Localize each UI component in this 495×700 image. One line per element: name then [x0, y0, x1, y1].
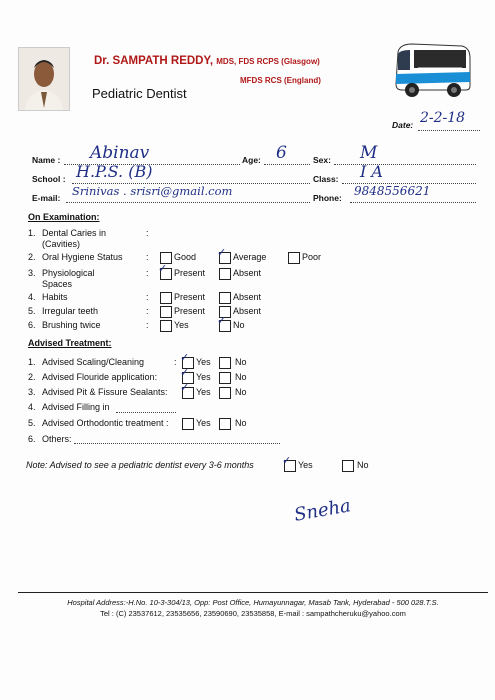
- exam-item-1: [28, 228, 149, 249]
- treatment-item-1: [28, 357, 177, 367]
- no-option-label: No: [235, 387, 247, 397]
- date-line: [418, 130, 480, 131]
- exam-item-label: Physiological: [42, 268, 95, 278]
- treatment-item-number: 2.: [28, 372, 36, 382]
- age-value: 6: [276, 143, 287, 163]
- age-label: Age:: [242, 155, 261, 165]
- hospital-contact: Tel : (C) 23537612, 23535656, 23590690, 23535858, E-mail : sampathcheruku@yahoo.com: [100, 609, 406, 618]
- treatment-item-6: [28, 434, 72, 444]
- school-label: School :: [32, 174, 66, 184]
- bus-logo-icon: [392, 40, 474, 102]
- present-option-label: Present: [174, 292, 206, 302]
- specialty-title: Pediatric Dentist: [92, 86, 187, 101]
- sex-value: M: [360, 143, 378, 163]
- exam-item-6: [28, 320, 149, 330]
- yes-option-label: Yes: [174, 320, 189, 330]
- name-value: Abinav: [90, 143, 150, 163]
- present-option-label: Present: [174, 268, 206, 278]
- absent-option-label: Absent: [233, 292, 262, 302]
- no-option-label: No: [235, 372, 247, 382]
- note-no-checkbox[interactable]: [342, 460, 354, 472]
- check-mark-icon: ✓: [158, 262, 168, 275]
- exam-item-number: 2.: [28, 252, 36, 262]
- exam-item-label: Dental Caries in: [42, 228, 107, 238]
- sealants-no-checkbox[interactable]: [219, 387, 231, 399]
- exam-item-label: Habits: [42, 292, 68, 302]
- exam-item-label-2: (Cavities): [42, 239, 81, 249]
- exam-item-number: 3.: [28, 268, 36, 278]
- age-line: [264, 164, 310, 165]
- check-mark-icon: ✓: [217, 314, 227, 327]
- exam-item-number: 1.: [28, 228, 36, 238]
- ortho-yes-checkbox[interactable]: [182, 418, 194, 430]
- exam-colon: :: [146, 292, 149, 302]
- treatment-item-5: [28, 418, 169, 428]
- doctor-credentials: MDS, FDS RCPS (Glasgow): [216, 57, 320, 66]
- average-option-label: Average: [233, 252, 267, 262]
- check-mark-icon: ✓: [180, 366, 190, 379]
- treatment-item-label: Advised Scaling/Cleaning: [42, 357, 145, 367]
- irregular-present-checkbox[interactable]: [160, 306, 172, 318]
- exam-item-label-2: Spaces: [42, 279, 73, 289]
- email-value: Srinivas . srisri@gmail.com: [72, 184, 233, 198]
- advice-note: Note: Advised to see a pediatric dentist every 3-6 months: [26, 460, 254, 470]
- class-label: Class:: [313, 174, 339, 184]
- scaling-no-checkbox[interactable]: [219, 357, 231, 369]
- exam-item-4: [28, 292, 149, 302]
- yes-option-label: Yes: [196, 357, 211, 367]
- exam-colon: :: [146, 320, 149, 330]
- absent-option-label: Absent: [233, 268, 262, 278]
- school-value: H.P.S. (B): [76, 162, 153, 181]
- treatment-item-label: Advised Flouride application:: [42, 372, 158, 382]
- habits-present-checkbox[interactable]: [160, 292, 172, 304]
- doctor-name: [94, 55, 320, 67]
- phone-label: Phone:: [313, 193, 342, 203]
- check-mark-icon: ✓: [180, 351, 190, 364]
- doctor-name-text: Dr. SAMPATH REDDY,: [94, 55, 214, 67]
- signature: Sneha: [292, 495, 353, 526]
- check-mark-icon: ✓: [180, 381, 190, 394]
- email-label: E-mail:: [32, 193, 61, 203]
- poor-checkbox[interactable]: [288, 252, 300, 264]
- treatment-item-number: 1.: [28, 357, 36, 367]
- check-mark-icon: ✓: [217, 246, 227, 259]
- check-mark-icon: ✓: [282, 454, 292, 467]
- yes-option-label: Yes: [196, 372, 211, 382]
- exam-colon: :: [146, 228, 149, 238]
- treatment-item-number: 3.: [28, 387, 36, 397]
- doctor-portrait-image: [19, 48, 69, 110]
- exam-colon: :: [146, 306, 149, 316]
- treatment-item-3: [28, 387, 168, 397]
- yes-option-label: Yes: [196, 387, 211, 397]
- footer-divider: [18, 592, 488, 593]
- exam-item-label: Oral Hygiene Status: [42, 252, 123, 262]
- sex-line: [334, 164, 476, 165]
- sex-label: Sex:: [313, 155, 331, 165]
- treatment-heading: Advised Treatment:: [28, 338, 112, 348]
- note-no-label: No: [357, 460, 369, 470]
- yes-option-label: Yes: [196, 418, 211, 428]
- good-option-label: Good: [174, 252, 197, 262]
- exam-item-5: [28, 306, 149, 316]
- exam-item-number: 6.: [28, 320, 36, 330]
- flouride-no-checkbox[interactable]: [219, 372, 231, 384]
- others-line: [74, 443, 280, 444]
- exam-item-number: 5.: [28, 306, 36, 316]
- exam-item-label: Irregular teeth: [42, 306, 99, 316]
- exam-item-3: [28, 268, 149, 289]
- exam-colon: :: [146, 268, 149, 278]
- ortho-no-checkbox[interactable]: [219, 418, 231, 430]
- filling-line: [116, 412, 176, 413]
- hospital-address: Hospital Address:-H.No. 10-3-304/13, Opp: Post Office, Humayunnagar, Masab Tank, Hyderabad - 500 028.T.S.: [67, 598, 439, 607]
- examination-heading: On Examination:: [28, 212, 100, 222]
- brushing-yes-checkbox[interactable]: [160, 320, 172, 332]
- exam-colon: :: [146, 252, 149, 262]
- name-label: Name :: [32, 155, 61, 165]
- date-label: Date:: [392, 120, 414, 130]
- class-value: I A: [360, 162, 383, 181]
- habits-absent-checkbox[interactable]: [219, 292, 231, 304]
- treatment-item-label: Others:: [42, 434, 72, 444]
- treatment-item-2: [28, 372, 158, 382]
- date-value: 2-2-18: [420, 110, 466, 126]
- treatment-colon: :: [174, 357, 177, 367]
- poor-option-label: Poor: [302, 252, 322, 262]
- present-option-label: Present: [174, 306, 206, 316]
- spaces-absent-checkbox[interactable]: [219, 268, 231, 280]
- treatment-item-number: 4.: [28, 402, 36, 412]
- treatment-item-label: Advised Pit & Fissure Sealants:: [42, 387, 168, 397]
- no-option-label: No: [235, 418, 247, 428]
- doctor-credentials-2: MFDS RCS (England): [240, 76, 321, 85]
- treatment-item-number: 6.: [28, 434, 36, 444]
- no-option-label: No: [233, 320, 245, 330]
- exam-item-2: [28, 252, 149, 262]
- phone-line: [350, 202, 476, 203]
- treatment-item-number: 5.: [28, 418, 36, 428]
- exam-item-label: Brushing twice: [42, 320, 101, 330]
- treatment-item-label: Advised Orthodontic treatment :: [42, 418, 169, 428]
- note-yes-label: Yes: [298, 460, 313, 470]
- treatment-item-label: Advised Filling in: [42, 402, 110, 412]
- exam-item-number: 4.: [28, 292, 36, 302]
- no-option-label: No: [235, 357, 247, 367]
- treatment-item-4: [28, 402, 110, 412]
- email-line: [66, 202, 310, 203]
- absent-option-label: Absent: [233, 306, 262, 316]
- phone-value: 9848556621: [354, 184, 431, 198]
- doctor-photo: [18, 47, 70, 111]
